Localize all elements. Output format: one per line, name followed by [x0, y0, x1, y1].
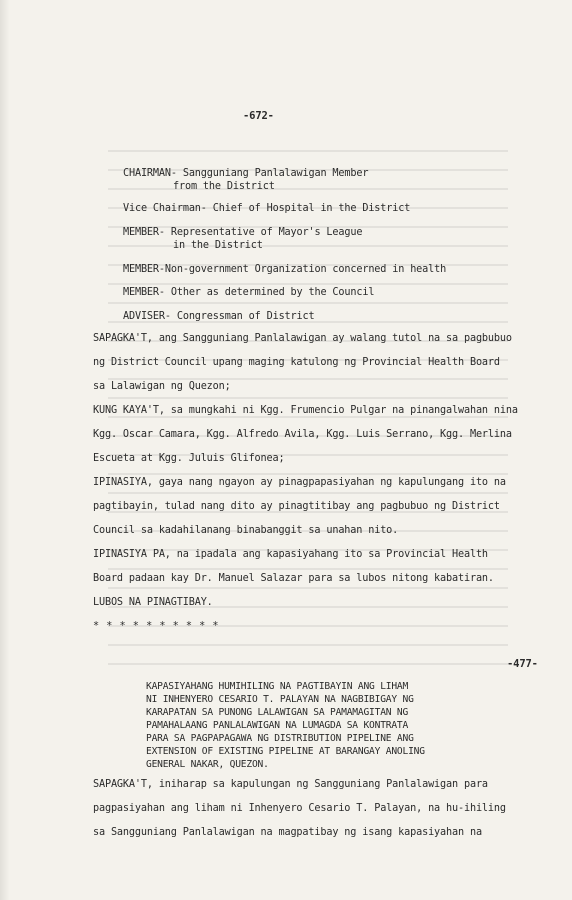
page-number-top: -672- — [243, 110, 274, 122]
resolution-title-line: EXTENSION OF EXISTING PIPELINE AT BARANGAY ANOLING — [146, 746, 425, 757]
resolution-title-line: KAPASIYAHANG HUMIHILING NA PAGTIBAYIN ANG LIHAM — [146, 681, 409, 692]
resolution-title-line: GENERAL NAKAR, QUEZON. — [146, 759, 269, 770]
committee-member-mayors-line1: MEMBER- Representative of Mayor's League — [123, 227, 363, 238]
committee-chairman-line1: CHAIRMAN- Sangguniang Panlalawigan Member — [123, 168, 369, 179]
body2-line: sa Sangguniang Panlalawigan na magpatibay ng isang kapasiyahan na — [93, 827, 482, 838]
body-line: pagtibayin, tulad nang dito ay pinagtitibay ang pagbubuo ng District — [93, 501, 500, 512]
committee-member-ngo: MEMBER-Non-government Organization concerned in health — [123, 264, 447, 275]
body2-line: SAPAGKA'T, iniharap sa kapulungan ng Sangguniang Panlalawigan para — [93, 779, 488, 790]
committee-member-other: MEMBER- Other as determined by the Council — [123, 287, 375, 298]
page-number-second: -477- — [507, 658, 538, 670]
committee-vice-chairman: Vice Chairman- Chief of Hospital in the District — [123, 203, 411, 214]
committee-member-mayors-line2: in the District — [173, 240, 263, 251]
resolution-title-line: NI INHENYERO CESARIO T. PALAYAN NA NAGBIBIGAY NG — [146, 694, 414, 705]
star-separator: * * * * * * * * * * — [93, 621, 220, 632]
body-line: IPINASIYA, gaya nang ngayon ay pinagpapasiyahan ng kapulungang ito na — [93, 477, 506, 488]
committee-chairman-line2: from the District — [173, 181, 275, 192]
body-line: Escueta at Kgg. Juluis Glifonea; — [93, 453, 285, 464]
body2-line: pagpasiyahan ang liham ni Inhenyero Cesario T. Palayan, na hu-ihiling — [93, 803, 506, 814]
resolution-title-line: PARA SA PAGPAPAGAWA NG DISTRIBUTION PIPELINE ANG — [146, 733, 414, 744]
resolution-title-line: PAMAHALAANG PANLALAWIGAN NA LUMAGDA SA KONTRATA — [146, 720, 409, 731]
committee-adviser: ADVISER- Congressman of District — [123, 311, 315, 322]
body-line: Kgg. Oscar Camara, Kgg. Alfredo Avila, Kgg. Luis Serrano, Kgg. Merlina — [93, 429, 512, 440]
body-line: sa Lalawigan ng Quezon; — [93, 381, 231, 392]
resolution-title-line: KARAPATAN SA PUNONG LALAWIGAN SA PAMAMAGITAN NG — [146, 707, 409, 718]
body-line: IPINASIYA PA, na ipadala ang kapasiyahang ito sa Provincial Health — [93, 549, 488, 560]
body-line: ng District Council upang maging katulong ng Provincial Health Board — [93, 357, 500, 368]
page-fold-shadow — [0, 0, 10, 900]
body-line: Board padaan kay Dr. Manuel Salazar para sa lubos nitong kabatiran. — [93, 573, 494, 584]
body-line: Council sa kadahilanang binabanggit sa unahan nito. — [93, 525, 399, 536]
body-line: LUBOS NA PINAGTIBAY. — [93, 597, 213, 608]
body-line: SAPAGKA'T, ang Sangguniang Panlalawigan ay walang tutol na sa pagbubuo — [93, 333, 512, 344]
body-line: KUNG KAYA'T, sa mungkahi ni Kgg. Frumencio Pulgar na pinangalwahan nina — [93, 405, 518, 416]
